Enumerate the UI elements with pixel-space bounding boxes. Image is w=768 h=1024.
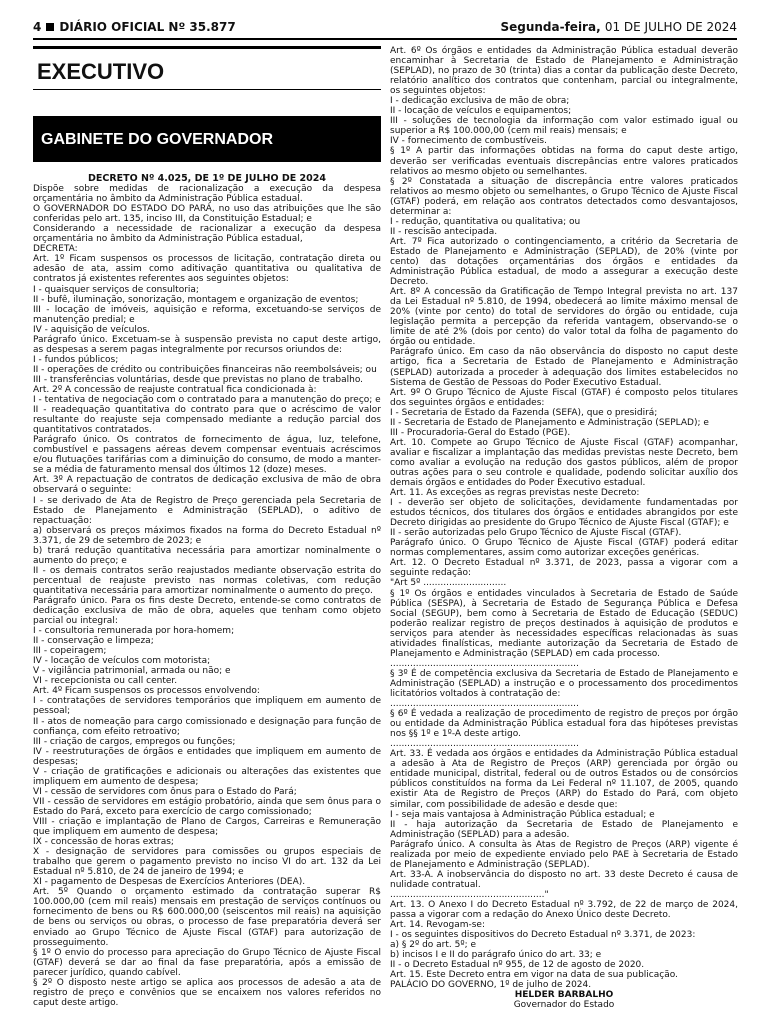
paragraph: II - locação de veículos e equipamentos;: [390, 106, 572, 117]
header-right: [500, 20, 737, 34]
paragraph: XI - pagamento de Despesas de Exercícios Anteriores (DEA).: [33, 877, 306, 888]
paragraph: III - copeiragem;: [33, 646, 107, 657]
paragraph: Parágrafo único. O Grupo Técnico de Ajuste Fiscal (GTAF) poderá editar normas complementares, assim como autorizar exceções genéricas.: [390, 538, 738, 559]
paragraph: Parágrafo único. Em caso da não observância do disposto no caput deste artigo, fica a Secretaria de Estado de Planejamento e Administração (SEPLAD) autorizada a proceder à adequação dos limites estabelecidos no Sistema de Gestão de Pessoas do Poder Executivo Estadual.: [390, 347, 738, 388]
paragraph: Art. 1º Ficam suspensos os processos de licitação, contratação direta ou adesão de ata, assim como aditivação quantitativa ou qualitativa de contratos já existentes referentes aos seguintes objetos:: [33, 254, 381, 285]
paragraph: Art. 2º A concessão de reajuste contratual fica condicionada à:: [33, 384, 317, 395]
paragraph: V - criação de gratificações e adicionais ou alterações das existentes que impliquem em aumento de despesa;: [33, 766, 381, 787]
paragraph: IV - reestruturações de órgãos e entidades que impliquem em aumento de despesas;: [33, 746, 381, 767]
paragraph: § 3º É de competência exclusiva da Secretaria de Estado de Planejamento e Administração (SEPLAD) a instrução e o processamento dos procedimentos licitatórios voltados à contratação de:: [390, 668, 738, 699]
paragraph: ......................................................": [390, 889, 549, 900]
paragraph: Parágrafo único. Para os fins deste Decreto, entende-se como contratos de dedicação exclusiva de mão de obra, aqueles que tenham como objeto parcial ou integral:: [33, 595, 381, 627]
paragraph: a) observará os preços máximos fixados na forma do Decreto Estadual nº 3.371, de 29 de setembro de 2023; e: [33, 525, 381, 546]
paragraph: Considerando a necessidade de racionalizar a execução da despesa orçamentária no âmbito da Administração Pública estadual,: [33, 224, 381, 245]
paragraph: § 1º Os órgãos e entidades vinculados à Secretaria de Estado de Saúde Pública (SESPA), à Secretaria de Estado de Segurança Pública e Defesa Social (SEGUP), bem como à Secretaria de Estado de Educação (SEDUC) poderão realizar registro de preços destinados à aquisição de produtos e serviços para atender às necessidades específicas relacionadas às suas atividades finalísticas, mediante autorização da Secretaria de Estado de Planejamento e Administração (SEPLAD) em cada processo.: [390, 588, 738, 659]
header-date: 01 DE JULHO DE 2024: [604, 20, 737, 34]
paragraph: Art. 33-A. A inobservância do disposto no art. 33 deste Decreto é causa de nulidade contratual.: [390, 869, 738, 890]
paragraph: IV - locação de veículos com motorista;: [33, 656, 211, 667]
section-title: EXECUTIVO: [33, 46, 381, 90]
paragraph: PALÁCIO DO GOVERNO, 1º de julho de 2024.: [390, 980, 592, 991]
paragraph: DECRETA:: [33, 244, 78, 255]
paragraph: a) § 2º do art. 5º; e: [390, 940, 477, 951]
paragraph: Art. 8º A concessão da Gratificação de Tempo Integral prevista no art. 137 da Lei Estadual nº 5.810, de 1994, obedecerá ao limite máximo mensal de 20% (vinte por cento) do total de servidores do órgão ou entidade, cuja legislação permita a percepção da referida vantagem, observando-se o limite de até 2% (dois por cento) do valor total da folha de pagamento do órgão ou entidade.: [390, 287, 738, 348]
signature-role: Governador do Estado: [513, 1000, 615, 1011]
paragraph: IV - fornecimento de combustíveis.: [390, 136, 547, 147]
paragraph: b) trará redução quantitativa necessária para amortizar nominalmente o aumento do preço; e: [33, 545, 381, 566]
paragraph: Art. 10. Compete ao Grupo Técnico de Ajuste Fiscal (GTAF) acompanhar, avaliar e fiscalizar a implantação das medidas previstas neste Decreto, bem como avaliar a evolução na redução dos gastos públicos, além de propor outras ações para o seu controle e qualidade, podendo solicitar auxílio dos demais órgãos e entidades do Poder Executivo estadual.: [390, 437, 738, 489]
subsection-title: GABINETE DO GOVERNADOR: [33, 116, 381, 162]
publication-name: DIÁRIO OFICIAL Nº 35.877: [59, 20, 236, 34]
paragraph: Art. 33. É vedada aos órgãos e entidades da Administração Pública estadual a adesão à Ata de Registro de Preços (ARP) gerenciada por órgão ou entidade municipal, distrital, federal ou de outros Estados ou de consórcios públicos constituídos na forma da Lei Federal nº 11.107, de 2005, quando existir Ata de Registro de Preços (ARP) do Estado do Pará, com objeto similar, com possibilidade de adesão e desde que:: [390, 749, 738, 810]
paragraph: II - operações de crédito ou contribuições financeiras não reembolsáveis; ou: [33, 364, 377, 375]
paragraph: IV - aquisição de veículos.: [33, 324, 150, 335]
paragraph: I - contratações de servidores temporários que impliquem em aumento de pessoal;: [33, 696, 381, 717]
paragraph: Art. 15. Este Decreto entra em vigor na data de sua publicação.: [390, 970, 678, 981]
paragraph: § 2º Constatada a situação de discrepância entre valores praticados relativos ao mesmo objeto ou semelhantes, o Grupo Técnico de Ajuste Fiscal (GTAF) poderá, em relação aos contratos detectados como desvantajosos, determinar a:: [390, 176, 738, 217]
paragraph: I - consultoria remunerada por hora-homem;: [33, 626, 235, 637]
paragraph: II - haja autorização da Secretaria de Estado de Planejamento e Administração (SEPLAD) para a adesão.: [390, 819, 738, 840]
paragraph: III - transferências voluntárias, desde que previstas no plano de trabalho.: [33, 374, 364, 385]
page-header: [33, 20, 737, 40]
paragraph: b) incisos I e II do parágrafo único do art. 33; e: [390, 950, 602, 961]
paragraph: I - deverão ser objeto de solicitações, devidamente fundamentadas por estudos técnicos, dos titulares dos órgãos e entidades abrangidos por este Decreto dirigidas ao presidente do Grupo Técnico de Ajuste Fiscal (GTAF); e: [390, 498, 738, 529]
paragraph: II - readequação quantitativa do contrato para que o acréscimo de valor resultante do reajuste seja compensado mediante a redução parcial dos quantitativos contratados.: [33, 405, 381, 436]
paragraph: § 6º É vedada a realização de procedimento de registro de preços por órgão ou entidade da Administração Pública estadual fora das hipóteses previstas nos §§ 1º e 1º-A deste artigo.: [390, 709, 738, 740]
paragraph: Art. 5º Quando o orçamento estimado da contratação superar R$ 100.000,00 (cem mil reais) mensais em prestação de serviços contínuos ou fornecimento de bens ou R$ 600.000,00 (seiscentos mil reais) na aquisição de bens ou serviços ou obras, o processo de fase preparatória deverá ser enviado ao Grupo Técnico de Ajuste Fiscal (GTAF) para autorização de prosseguimento.: [33, 887, 381, 948]
paragraph: Dispõe sobre medidas de racionalização a execução da despesa orçamentária no âmbito da Administração Pública estadual.: [33, 184, 381, 205]
paragraph: O GOVERNADOR DO ESTADO DO PARÁ, no uso das atribuições que lhe são conferidas pelo art. 135, inciso III, da Constituição Estadual; e: [33, 204, 381, 225]
header-weekday: Segunda-feira,: [500, 20, 601, 34]
square-bullet-icon: [46, 23, 54, 31]
paragraph: Art. 12. O Decreto Estadual nº 3.371, de 2023, passa a vigorar com a seguinte redação:: [390, 558, 738, 579]
header-left: [33, 20, 236, 34]
paragraph: II - serão autorizadas pelo Grupo Técnico de Ajuste Fiscal (GTAF).: [390, 528, 682, 539]
paragraph: ..................................................................: [390, 699, 579, 710]
paragraph: Art. 14. Revogam-se:: [390, 920, 486, 931]
paragraph: II - os demais contratos serão reajustados mediante observação estrita do percentual de reajuste previsto nas normas coletivas, com redução quantitativa necessária para amortizar nominalmente o aumento do preço.: [33, 565, 381, 596]
paragraph: III - soluções de tecnologia da informação com valor estimado igual ou superior a R$ 100.000,00 (cem mil reais) mensais; e: [390, 116, 738, 137]
paragraph: I - quaisquer serviços de consultoria;: [33, 284, 199, 295]
paragraph: Art. 9º O Grupo Técnico de Ajuste Fiscal (GTAF) é composto pelos titulares dos seguintes órgãos e entidades:: [390, 387, 738, 408]
right-column: [390, 46, 738, 1011]
page-number: 4: [33, 20, 42, 34]
paragraph: III - criação de cargos, empregos ou funções;: [33, 736, 236, 747]
paragraph: "Art 5º .............................: [390, 578, 507, 589]
paragraph: § 1º O envio do processo para apreciação do Grupo Técnico de Ajuste Fiscal (GTAF) deverá se dar ao final da fase preparatória, após a emissão de parecer jurídico, quando cabível.: [33, 947, 381, 978]
paragraph: VI - cessão de servidores com ônus para o Estado do Pará;: [33, 786, 297, 797]
right-paragraphs: [390, 46, 738, 990]
paragraph: II - rescisão antecipada.: [390, 226, 498, 237]
left-column: [33, 46, 381, 1008]
paragraph: V - vigilância patrimonial, armada ou não; e: [33, 666, 231, 677]
paragraph: I - fundos públicos;: [33, 354, 119, 365]
paragraph: II - Secretaria de Estado de Planejamento e Administração (SEPLAD); e: [390, 417, 709, 428]
paragraph: VII - cessão de servidores em estágio probatório, ainda que sem ônus para o Estado do Pará, exceto para exercício de cargo comissionado;: [33, 796, 381, 817]
paragraph: IX - concessão de horas extras;: [33, 837, 174, 848]
paragraph: II - bufê, iluminação, sonorização, montagem e organização de eventos;: [33, 294, 359, 305]
paragraph: VI - recepcionista ou call center.: [33, 676, 178, 687]
paragraph: I - Secretaria de Estado da Fazenda (SEFA), que o presidirá;: [390, 407, 658, 418]
paragraph: Parágrafo único. Os contratos de fornecimento de água, luz, telefone, combustível e passagens aéreas devem compensar eventuais acréscimos e/ou flutuações tarifárias com a diminuição do consumo, de modo a manter-se a média de faturamento mensal dos últimos 12 (doze) meses.: [33, 435, 381, 476]
paragraph: ..................................................................: [390, 658, 579, 669]
paragraph: § 2º O disposto neste artigo se aplica aos processos de adesão a ata de registro de preço e convênios que se encaixem nos valores referidos no caput deste artigo.: [33, 977, 381, 1008]
paragraph: II - o Decreto Estadual nº 955, de 12 de agosto de 2020.: [390, 960, 645, 971]
paragraph: II - atos de nomeação para cargo comissionado e designação para função de confiança, com efeito retroativo;: [33, 716, 381, 737]
paragraph: § 1º A partir das informações obtidas na forma do caput deste artigo, deverão ser verificadas eventuais discrepâncias entre valores praticados relativos ao mesmo objeto ou semelhantes.: [390, 146, 738, 177]
paragraph: Parágrafo único. Excetuam-se à suspensão prevista no caput deste artigo, as despesas a serem pagas integralmente por recursos oriundos de:: [33, 334, 381, 355]
paragraph: I - dedicação exclusiva de mão de obra;: [390, 96, 570, 107]
paragraph: II - conservação e limpeza;: [33, 636, 154, 647]
paragraph: I - tentativa de negociação com o contratado para a manutenção do preço; e: [33, 395, 381, 406]
paragraph: ..................................................................: [390, 739, 579, 750]
paragraph: Parágrafo único. A consulta às Atas de Registro de Preços (ARP) vigente é realizada por meio de expediente enviado pelo PAE à Secretaria de Estado de Planejamento e Administração (SEPLAD).: [390, 839, 738, 870]
paragraph: Art. 4º Ficam suspensos os processos envolvendo:: [33, 686, 260, 697]
paragraph: Art. 7º Fica autorizado o contingenciamento, a critério da Secretaria de Estado de Planejamento e Administração (SEPLAD), de 20% (vinte por cento) das dotações orçamentárias dos órgãos e entidades da Administração Pública estadual, de modo a assegurar a execução deste Decreto.: [390, 236, 738, 288]
paragraph: III - Procuradoria-Geral do Estado (PGE).: [390, 427, 571, 438]
paragraph: Art. 3º A repactuação de contratos de dedicação exclusiva de mão de obra observará o seguinte:: [33, 475, 381, 496]
decree-title: DECRETO Nº 4.025, DE 1º DE JULHO DE 2024: [88, 173, 326, 184]
paragraph: Art. 6º Os órgãos e entidades da Administração Pública estadual deverão encaminhar à Secretaria de Estado de Planejamento e Administração (SEPLAD), no prazo de 30 (trinta) dias a contar da publicação deste Decreto, relatório analítico dos contratos que contenham, parcial ou integralmente, os seguintes objetos:: [390, 46, 738, 97]
paragraph: VIII - criação e implantação de Plano de Cargos, Carreiras e Remuneração que impliquem em aumento de despesa;: [33, 817, 381, 838]
paragraph: X - designação de servidores para comissões ou grupos especiais de trabalho que gerem o pagamento previsto no inciso VI do art. 132 da Lei Estadual nº 5.810, de 24 de janeiro de 1994; e: [33, 847, 381, 878]
paragraph: III - locação de imóveis, aquisição e reforma, excetuando-se serviços de manutenção predial; e: [33, 304, 381, 325]
left-paragraphs: [33, 184, 381, 1008]
signature-name: HELDER BARBALHO: [514, 990, 614, 1001]
paragraph: I - seja mais vantajosa à Administração Pública estadual; e: [390, 809, 655, 820]
paragraph: Art. 11. As exceções as regras previstas neste Decreto:: [390, 488, 640, 499]
paragraph: Art. 13. O Anexo I do Decreto Estadual nº 3.792, de 22 de março de 2024, passa a vigorar com a redação do Anexo Único deste Decreto.: [390, 899, 738, 921]
paragraph: I - os seguintes dispositivos do Decreto Estadual nº 3.371, de 2023:: [390, 930, 696, 941]
paragraph: I - se derivado de Ata de Registro de Preço gerenciada pela Secretaria de Estado de Planejamento e Administração (SEPLAD), o aditivo de repactuação:: [33, 495, 381, 526]
paragraph: I - redução, quantitativa ou qualitativa; ou: [390, 216, 581, 227]
